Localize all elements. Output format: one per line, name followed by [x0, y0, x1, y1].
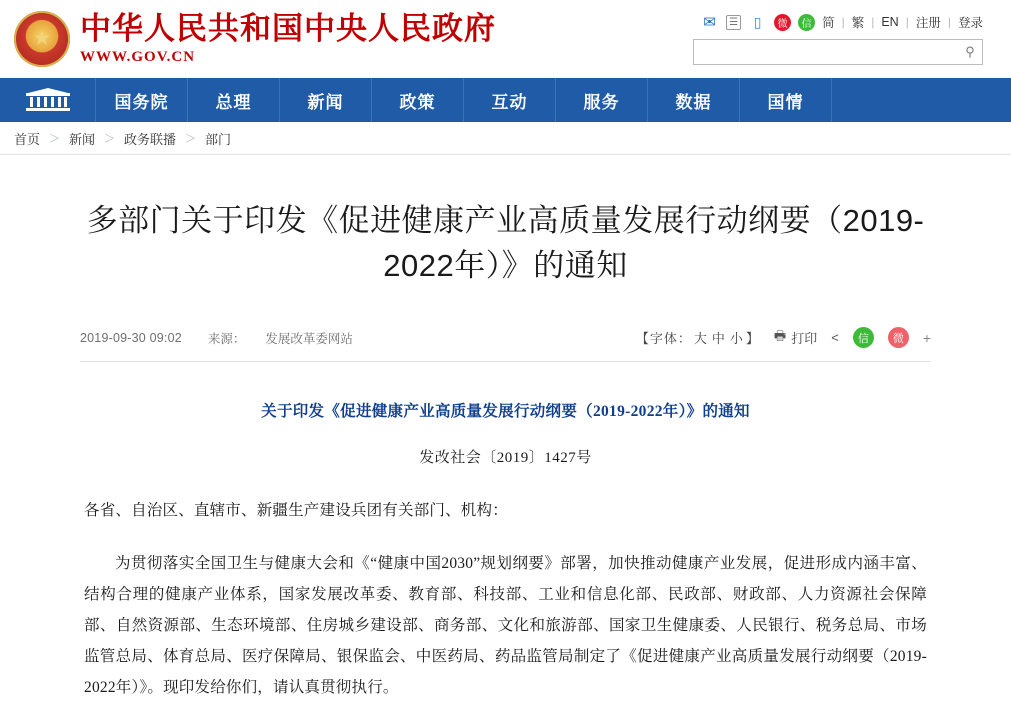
- lang-english-link[interactable]: EN: [881, 15, 899, 29]
- lang-traditional-link[interactable]: 繁: [851, 16, 865, 30]
- font-size-small[interactable]: 小: [729, 331, 744, 347]
- plus-icon[interactable]: +: [922, 329, 931, 346]
- breadcrumb: [0, 122, 1011, 155]
- utils-separator-3: |: [905, 15, 909, 29]
- site-branding[interactable]: [80, 12, 496, 66]
- article-meta: [80, 327, 931, 362]
- nav-item-data[interactable]: 数据: [648, 78, 740, 122]
- page-title: 多部门关于印发《促进健康产业高质量发展行动纲要（2019-2022年）》的通知: [86, 203, 925, 283]
- utils-separator-2: |: [871, 15, 875, 29]
- breadcrumb-item-news[interactable]: 新闻: [69, 131, 96, 147]
- chevron-right-icon-1: ＞: [49, 133, 61, 145]
- nav-item-national-conditions[interactable]: 国情: [740, 78, 832, 122]
- lang-simplified-link[interactable]: 简: [822, 16, 835, 30]
- printer-icon: 🖶: [773, 327, 787, 343]
- search-icon[interactable]: ⚲: [958, 40, 982, 64]
- article-container: [0, 155, 1011, 703]
- nav-item-premier[interactable]: 总理: [188, 78, 280, 122]
- font-size-control[interactable]: [636, 328, 760, 347]
- chevron-right-icon-3: ＞: [185, 133, 197, 145]
- font-size-label: 【字体：: [635, 331, 692, 347]
- main-navigation: [0, 78, 1011, 122]
- list-icon[interactable]: ☰: [726, 15, 741, 30]
- document-heading: 关于印发《促进健康产业高质量发展行动纲要（2019-2022年）》的通知: [261, 402, 750, 420]
- site-url: WWW.GOV.CN: [80, 49, 196, 66]
- breadcrumb-item-home[interactable]: 首页: [14, 131, 41, 147]
- mail-icon[interactable]: ✉: [703, 14, 716, 31]
- header-right: [693, 13, 997, 65]
- search-box[interactable]: [693, 39, 983, 65]
- chevron-right-icon-2: ＞: [104, 133, 116, 145]
- register-link[interactable]: 注册: [915, 16, 941, 30]
- document-paragraph: 为贯彻落实全国卫生与健康大会和《“健康中国2030”规划纲要》部署，加快推动健康产业发展，促进形成内涵丰富、结构合理的健康产业体系，国家发展改革委、教育部、科技部、工业和信息化部、民政部、财政部、人力资源社会保障部、自然资源部、生态环境部、住房城乡建设部、商务部、文化和旅游部、国家卫生健康委、人民银行、税务总局、市场监管总局、体育总局、医疗保障局、银保监会、中医药局、药品监管局制定了《促进健康产业高质量发展行动纲要（2019-2022年）》。现印发给你们，请认真贯彻执行。: [84, 554, 927, 696]
- font-size-medium[interactable]: 中: [711, 331, 726, 347]
- weibo-icon[interactable]: 微: [774, 14, 791, 31]
- nav-item-service[interactable]: 服务: [556, 78, 648, 122]
- print-label: 打印: [791, 331, 818, 347]
- nav-item-interaction[interactable]: 互动: [464, 78, 556, 122]
- utils-separator-1: |: [841, 15, 845, 29]
- utils-separator-4: |: [947, 15, 951, 29]
- print-button[interactable]: [774, 327, 817, 349]
- mobile-icon[interactable]: ▯: [753, 13, 762, 30]
- document-body: [80, 362, 931, 703]
- document-number: 发改社会〔2019〕1427号: [419, 449, 592, 466]
- breadcrumb-item-departments[interactable]: 部门: [205, 131, 232, 147]
- government-building-icon[interactable]: [0, 78, 96, 122]
- wechat-share-icon[interactable]: 信: [853, 327, 874, 348]
- site-title: 中华人民共和国中央人民政府: [80, 10, 496, 46]
- share-icon[interactable]: <: [831, 330, 839, 346]
- weibo-share-icon[interactable]: 微: [888, 327, 909, 348]
- nav-item-state-council[interactable]: 国务院: [96, 78, 188, 122]
- login-link[interactable]: 登录: [957, 16, 983, 30]
- top-utility-bar: [700, 13, 983, 31]
- document-paragraph: 各省、自治区、直辖市、新疆生产建设兵团有关部门、机构：: [84, 501, 508, 519]
- site-header: [0, 0, 1011, 78]
- nav-item-policy[interactable]: 政策: [372, 78, 464, 122]
- publish-date: 2019-09-30 09:02: [80, 330, 182, 345]
- font-size-close-bracket: 】: [745, 331, 760, 347]
- nav-item-news[interactable]: 新闻: [280, 78, 372, 122]
- search-input[interactable]: [694, 40, 958, 64]
- breadcrumb-item-gov-broadcast[interactable]: 政务联播: [124, 131, 177, 147]
- wechat-icon[interactable]: 信: [798, 14, 815, 31]
- national-emblem-icon: [14, 11, 70, 67]
- article-tools: [636, 327, 931, 349]
- source-label: 来源：: [207, 331, 246, 346]
- source-name[interactable]: 发展改革委网站: [265, 331, 353, 346]
- font-size-large[interactable]: 大: [693, 331, 708, 347]
